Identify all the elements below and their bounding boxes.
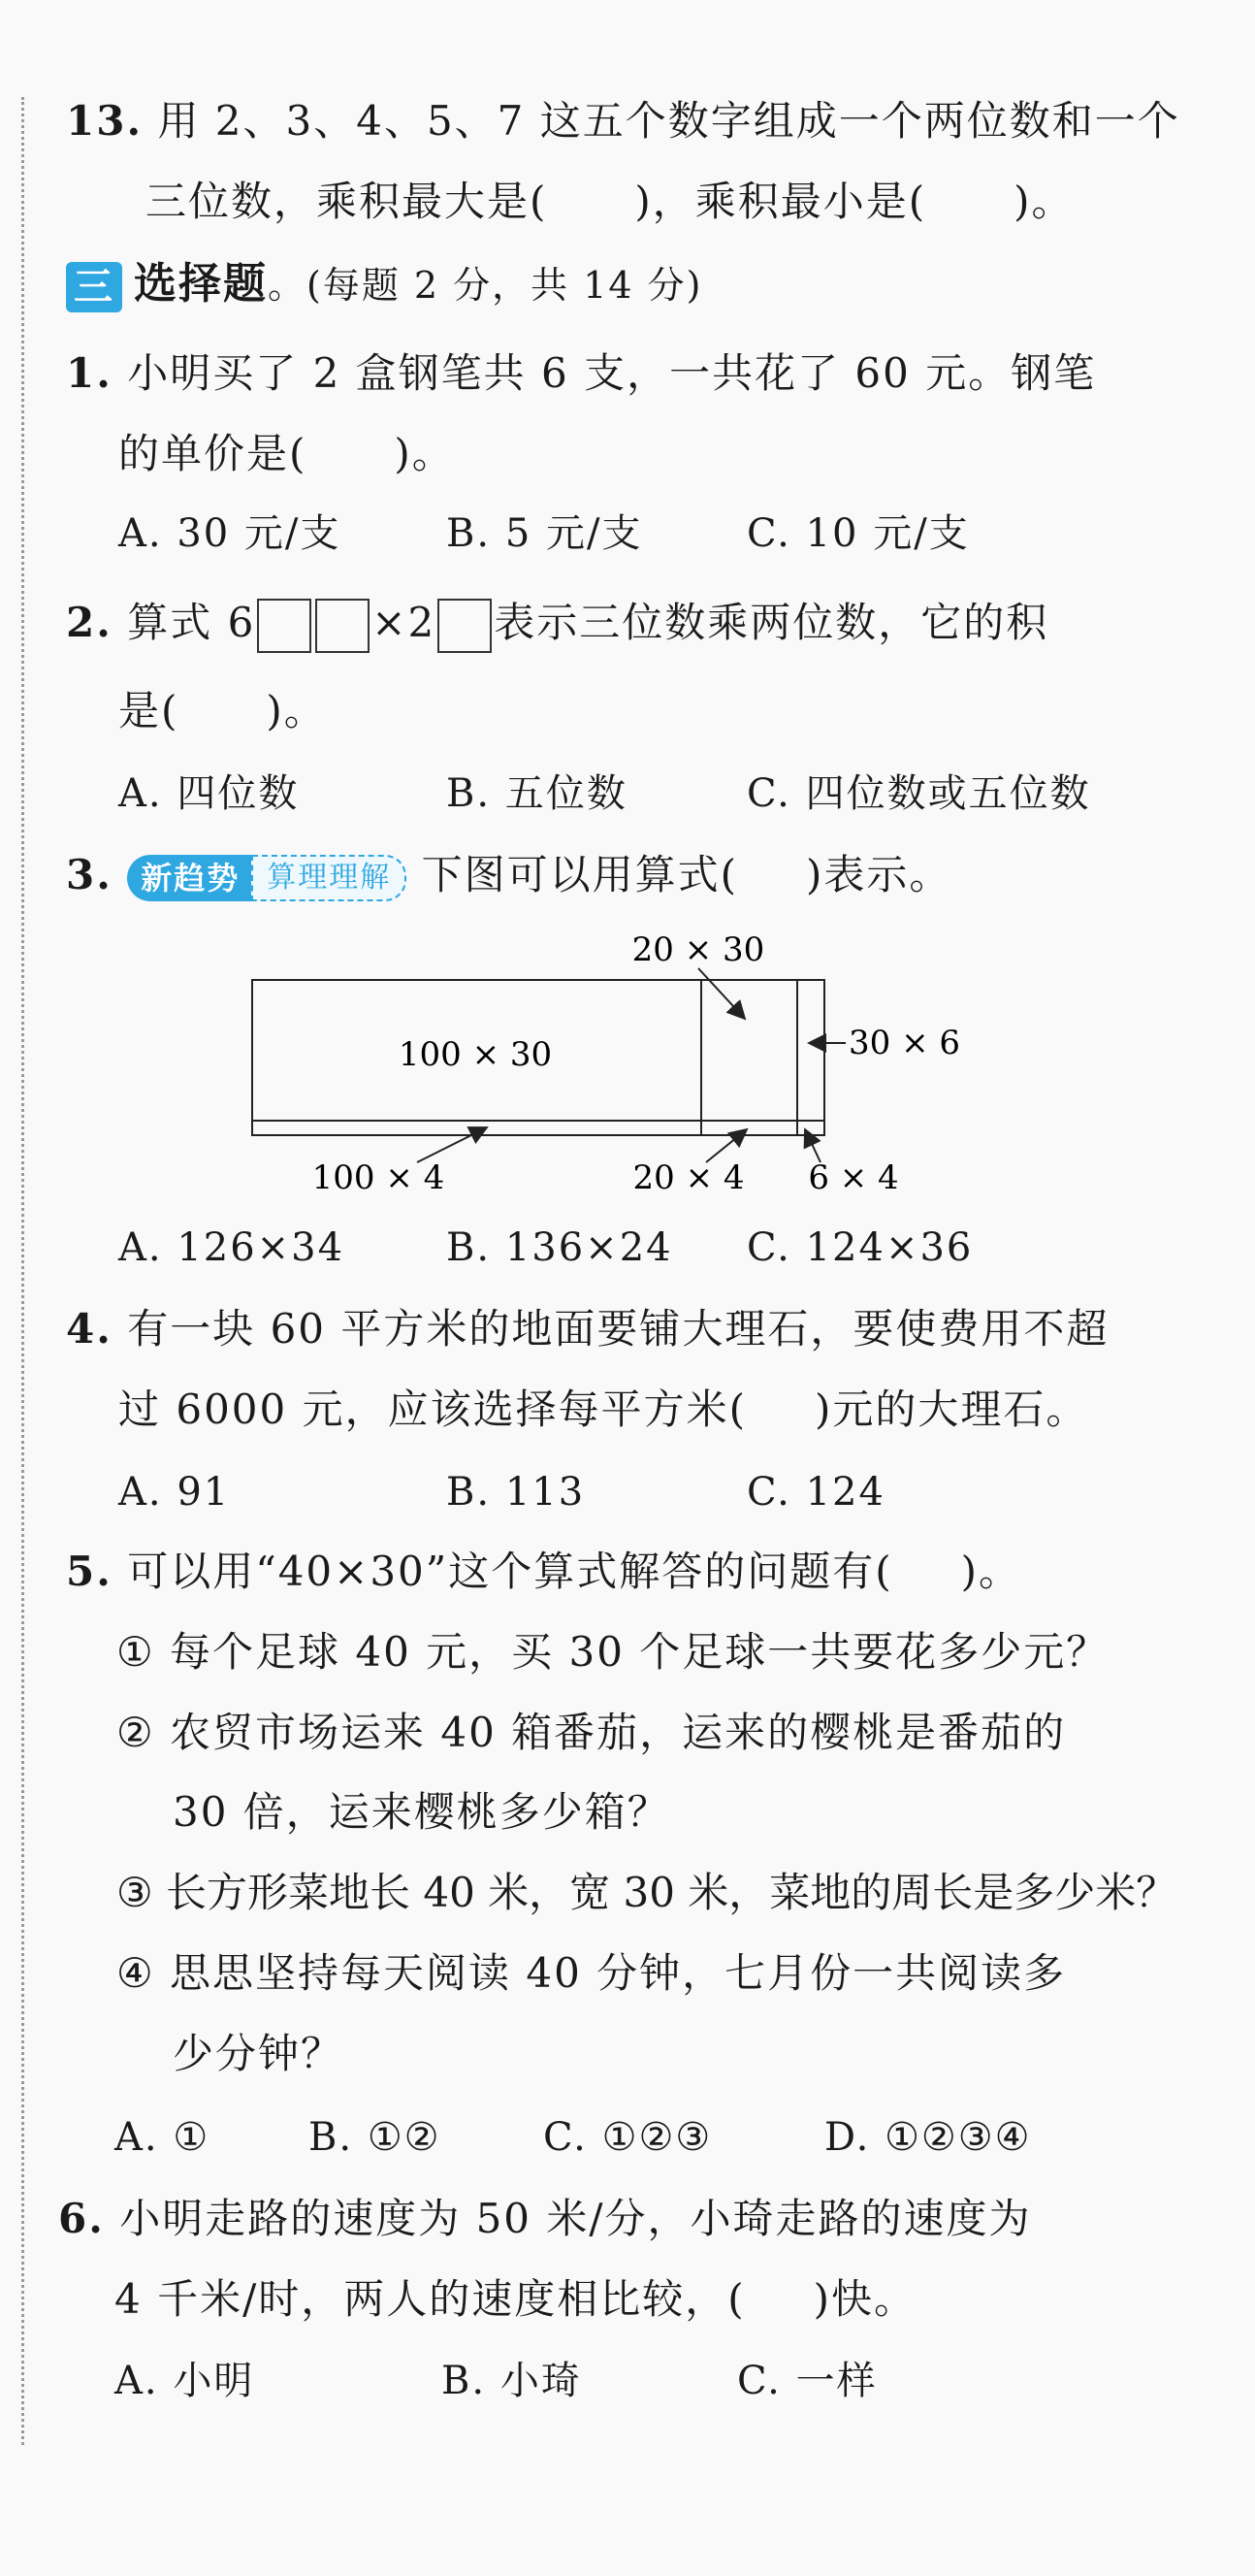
q5-option-c[interactable]: C. ①②③	[543, 2115, 713, 2160]
diagram-label-top: 20 × 30	[631, 930, 765, 969]
q5-item-3	[116, 1864, 1176, 1922]
q3-text-a: 下图可以用算式(	[421, 851, 738, 898]
q5-text1a: 可以用“40×30”这个算式解答的问题有(	[127, 1548, 893, 1595]
q2-text-pre: 算式 6	[127, 599, 256, 646]
q2-text2b: )。	[266, 687, 327, 734]
q1-option-c[interactable]: C. 10 元/支	[747, 511, 970, 556]
q3-trend-subtag: 算理理解	[251, 855, 406, 901]
q5-item-4-text-cont: 少分钟？	[173, 2030, 344, 2077]
diagram-label-bottom-2: 20 × 4	[632, 1158, 745, 1197]
q5-text1b: )。	[960, 1548, 1022, 1595]
q3-line1	[66, 846, 951, 904]
q4-line2	[118, 1381, 1088, 1439]
q5-item-2-text-cont: 30 倍，运来樱桃多少箱？	[173, 1788, 670, 1836]
q4-text1: 有一块 60 平方米的地面要铺大理石，要使费用不超	[127, 1305, 1110, 1353]
q13-text2b: )，乘积最小是(	[634, 178, 927, 225]
q5-item-1-mark: ①	[116, 1628, 155, 1676]
q5-item-2-cont	[173, 1783, 670, 1842]
q1-option-b[interactable]: B. 5 元/支	[446, 511, 643, 556]
q6-text1: 小明走路的速度为 50 米/分，小琦走路的速度为	[119, 2195, 1032, 2242]
q1-number: 1.	[66, 349, 113, 397]
q6-option-c[interactable]: C. 一样	[737, 2359, 878, 2403]
q2-text-post: 表示三位数乘两位数，它的积	[494, 599, 1049, 646]
q5-item-4	[116, 1944, 1066, 2003]
q6-option-b[interactable]: B. 小琦	[441, 2359, 582, 2403]
diagram-label-bottom-3: 6 × 4	[808, 1158, 899, 1197]
q5-line1	[66, 1543, 1021, 1601]
q6-number: 6.	[58, 2195, 105, 2242]
section-title: 选择题	[134, 259, 268, 309]
q2-text-mid: ×2	[371, 599, 436, 646]
diagram-arrow-top	[698, 968, 745, 1019]
q5-number: 5.	[66, 1548, 113, 1595]
q6-text2b: )快。	[813, 2275, 917, 2323]
q3-trend-tag: 新趋势	[127, 855, 253, 901]
q2-option-b[interactable]: B. 五位数	[446, 771, 628, 816]
q3-text-b: )表示。	[805, 851, 952, 898]
q13-text2c: )。	[1014, 178, 1075, 225]
q5-item-3-mark: ③	[116, 1869, 153, 1916]
q5-item-1-text: 每个足球 40 元，买 30 个足球一共要花多少元？	[170, 1628, 1110, 1676]
q13-line2	[145, 173, 1075, 231]
q3-number: 3.	[66, 851, 113, 898]
q4-number: 4.	[66, 1305, 113, 1353]
q4-line1	[66, 1300, 1109, 1358]
q6-text2a: 4 千米/时，两人的速度相比较，(	[114, 2275, 746, 2323]
q1-text2a: 的单价是(	[118, 430, 307, 477]
q5-item-4-text: 思思坚持每天阅读 40 分钟，七月份一共阅读多	[170, 1949, 1067, 1997]
q13-text1: 用 2、3、4、5、7 这五个数字组成一个两位数和一个	[157, 97, 1180, 145]
q6-line2	[114, 2270, 917, 2329]
q1-text2b: )。	[394, 430, 455, 477]
q6-option-a[interactable]: A. 小明	[114, 2359, 255, 2403]
q4-text2a: 过 6000 元，应该选择每平方米(	[118, 1386, 747, 1433]
q5-item-2-mark: ②	[116, 1709, 155, 1756]
q4-option-c[interactable]: C. 124	[747, 1470, 885, 1515]
q1-line2	[118, 425, 455, 483]
q5-item-4-cont	[173, 2025, 343, 2083]
q2-text2a: 是(	[118, 687, 179, 734]
q3-option-c[interactable]: C. 124×36	[747, 1225, 974, 1270]
q1-line1	[66, 344, 1096, 403]
q5-option-a[interactable]: A. ①	[114, 2115, 210, 2160]
q3-option-b[interactable]: B. 136×24	[446, 1225, 673, 1270]
q2-option-a[interactable]: A. 四位数	[118, 771, 300, 816]
q2-box-1[interactable]	[257, 599, 311, 653]
q4-text2b: )元的大理石。	[814, 1386, 1089, 1433]
q6-line1	[58, 2190, 1032, 2248]
q2-line1	[66, 594, 1048, 653]
diagram-arrow-b1	[417, 1127, 487, 1162]
diagram-label-main: 100 × 30	[398, 1035, 553, 1074]
q2-box-3[interactable]	[437, 599, 492, 653]
q4-option-a[interactable]: A. 91	[118, 1470, 231, 1515]
q2-box-2[interactable]	[315, 599, 370, 653]
q13-text2a: 三位数，乘积最大是(	[145, 178, 548, 225]
q4-option-b[interactable]: B. 113	[446, 1470, 586, 1515]
q1-text1: 小明买了 2 盒钢笔共 6 支，一共花了 60 元。钢笔	[127, 349, 1097, 397]
q5-option-d[interactable]: D. ①②③④	[824, 2115, 1032, 2160]
q3-area-diagram	[233, 922, 960, 1213]
q2-line2	[118, 682, 327, 740]
diagram-label-bottom-1: 100 × 4	[311, 1158, 445, 1197]
section-note: 。(每题 2 分，共 14 分)	[268, 264, 703, 307]
q5-item-4-mark: ④	[116, 1949, 155, 1997]
q13-number: 13.	[66, 97, 144, 145]
q5-option-b[interactable]: B. ①②	[308, 2115, 441, 2160]
q1-option-a[interactable]: A. 30 元/支	[118, 511, 341, 556]
q5-item-1	[116, 1623, 1109, 1681]
q5-item-2	[116, 1704, 1066, 1762]
q2-number: 2.	[66, 599, 113, 646]
section-badge: 三	[66, 262, 122, 312]
q5-item-3-text: 长方形菜地长 40 米，宽 30 米，菜地的周长是多少米？	[166, 1869, 1177, 1916]
margin-dotted-line	[21, 97, 24, 2445]
section-header	[66, 255, 703, 314]
q2-option-c[interactable]: C. 四位数或五位数	[747, 771, 1091, 816]
q5-item-2-text: 农贸市场运来 40 箱番茄，运来的樱桃是番茄的	[170, 1709, 1067, 1756]
q13-line1	[66, 92, 1180, 150]
diagram-label-right: 30 × 6	[849, 1024, 960, 1062]
q3-option-a[interactable]: A. 126×34	[118, 1225, 345, 1270]
